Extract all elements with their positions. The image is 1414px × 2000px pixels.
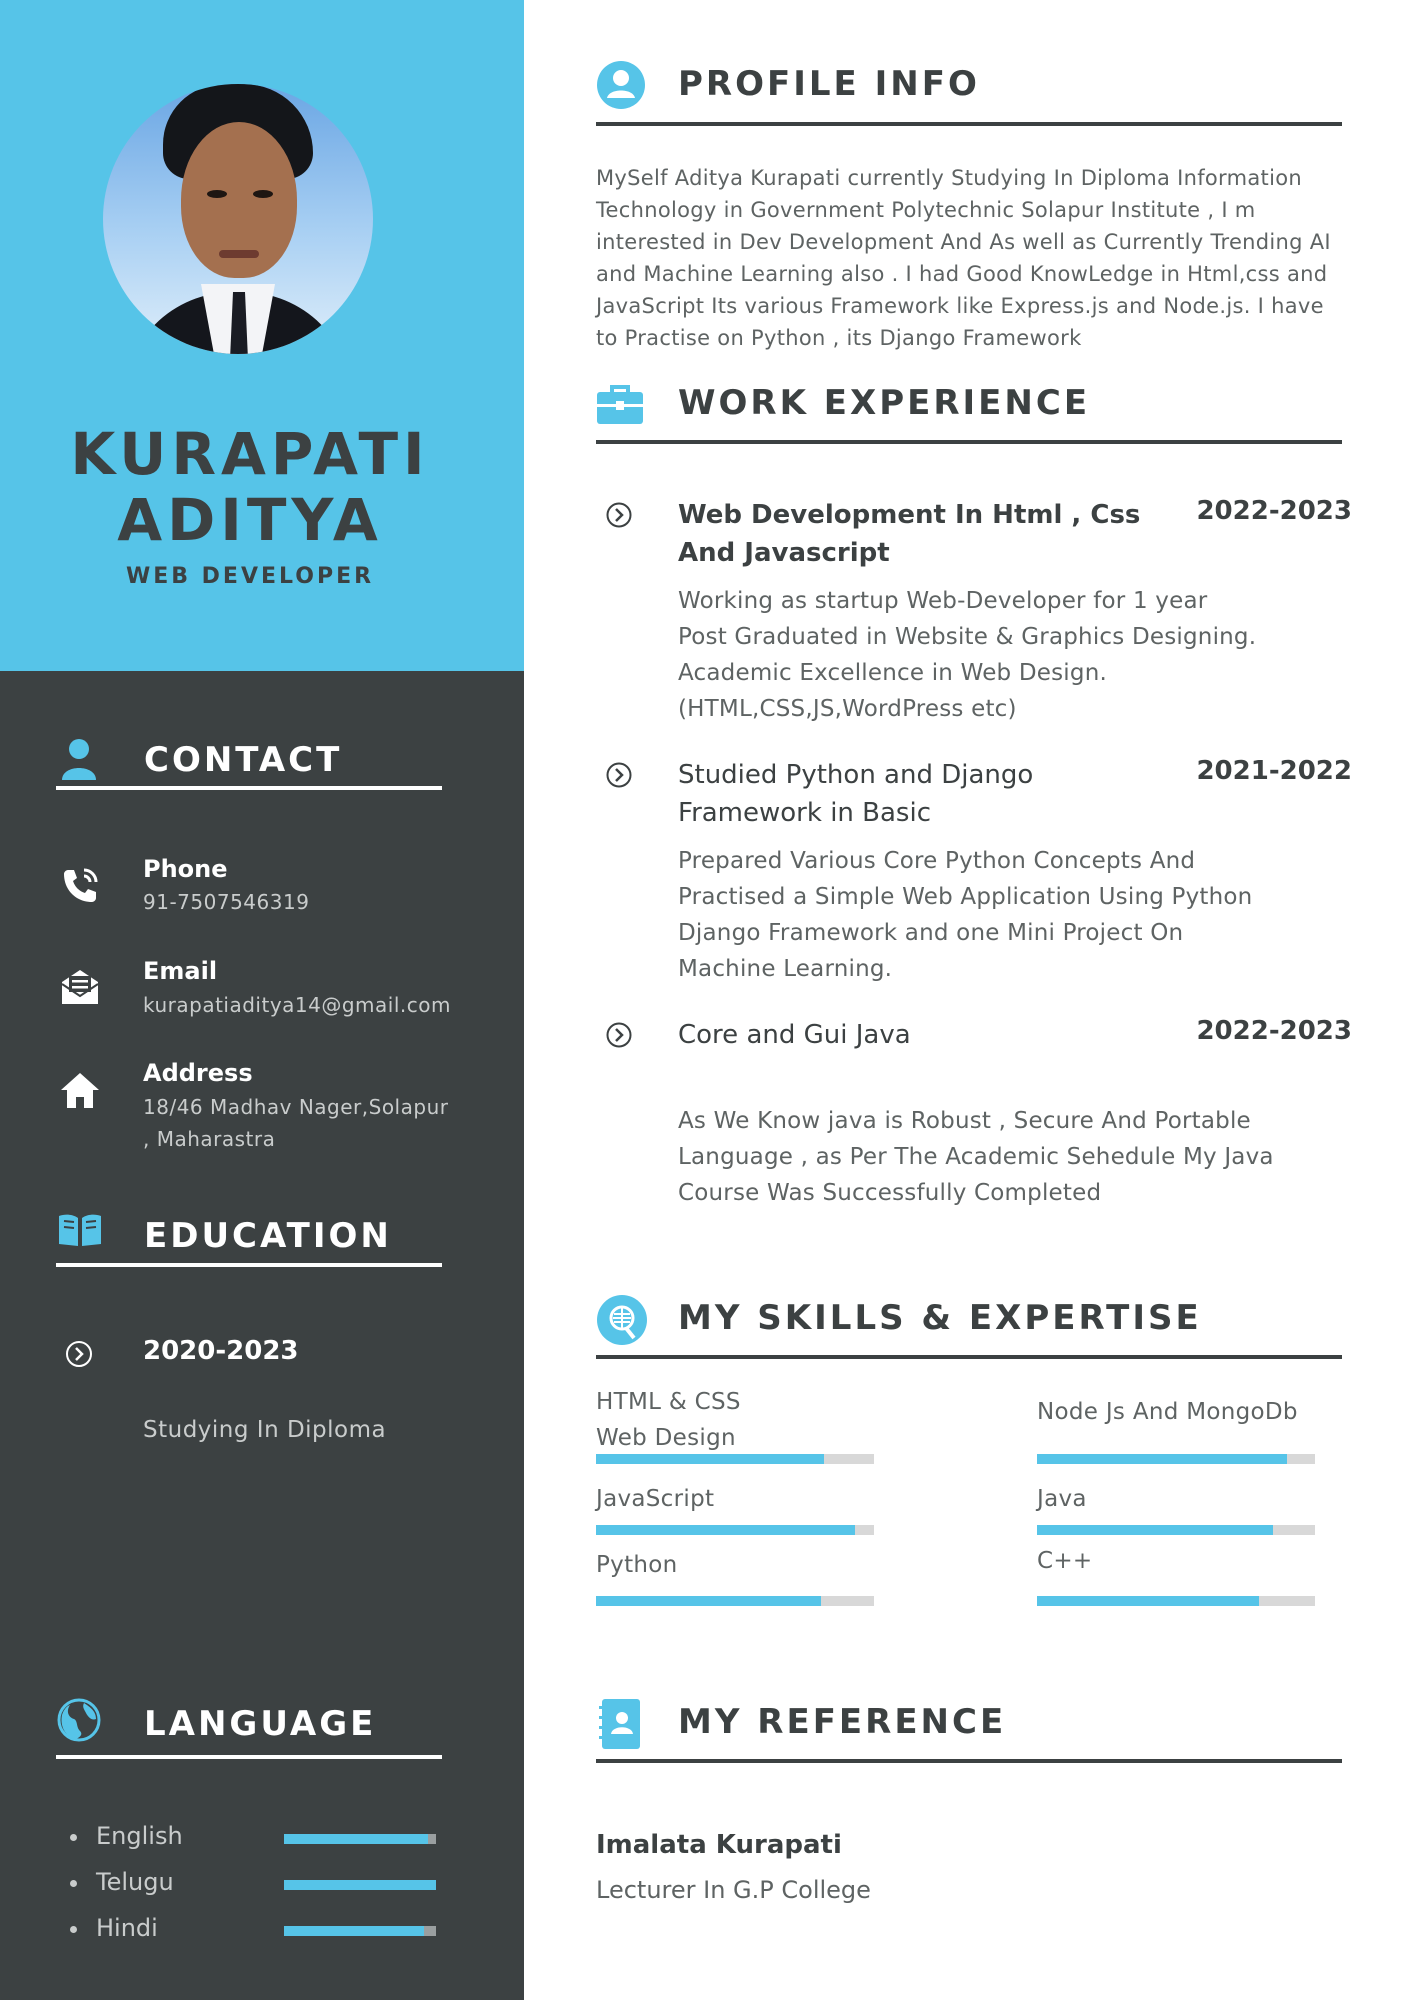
home-icon [60, 1070, 100, 1110]
profile-photo [103, 84, 373, 354]
user-circle-icon [596, 60, 646, 110]
work-title: WORK EXPERIENCE [678, 383, 1091, 423]
reference-role: Lecturer In G.P College [596, 1876, 871, 1904]
job-desc-2: Prepared Various Core Python Concepts And Practised a Simple Web Application Using Python Django Framework and one Mini Project On Machine Learning. [678, 848, 1253, 982]
contact-divider [56, 786, 442, 790]
job-desc-1: Working as startup Web-Developer for 1 year Post Graduated in Website & Graphics Designing. Academic Excellence in Web Design. (HTML,CSS,JS,WordPress etc) [678, 588, 1257, 722]
skill-name-cpp: C++ [1037, 1548, 1093, 1574]
education-years: 2020-2023 [143, 1336, 299, 1366]
first-name: KURAPATI [70, 420, 430, 488]
language-bullet [70, 1834, 77, 1841]
email-value[interactable]: kurapatiaditya14@gmail.com [143, 993, 451, 1017]
job-year-3: 2022-2023 [1196, 1016, 1352, 1046]
email-label: Email [143, 957, 218, 985]
education-title: EDUCATION [144, 1216, 392, 1256]
briefcase-icon [596, 384, 644, 426]
skill-bar-java [1037, 1525, 1315, 1535]
job-desc-3: As We Know java is Robust , Secure And Portable Language , as Per The Academic Sehedule My Java Course Was Successfully Completed [678, 1108, 1274, 1206]
name-banner [0, 0, 524, 671]
reference-title: MY REFERENCE [678, 1702, 1007, 1742]
job-year-1: 2022-2023 [1196, 496, 1352, 526]
left-sidebar [0, 0, 524, 2000]
skills-title: MY SKILLS & EXPERTISE [678, 1298, 1202, 1338]
last-name: ADITYA [117, 486, 383, 554]
phone-value: 91-7507546319 [143, 890, 310, 914]
education-description: Studying In Diploma [143, 1417, 387, 1443]
phone-label: Phone [143, 855, 228, 883]
email-icon [60, 966, 100, 1006]
language-bullet [70, 1880, 77, 1887]
profile-divider [596, 122, 1342, 126]
skill-bar-javascript [596, 1525, 874, 1535]
contact-book-icon [598, 1698, 642, 1750]
skill-name-java: Java [1037, 1486, 1087, 1512]
skill-name-python: Python [596, 1552, 678, 1578]
profile-text: MySelf Aditya Kurapati currently Studying In Diploma Information Technology in Government Polytechnic Solapur Institute , I m interested in Dev Development And As well as Currently Trending AI and Machine Learning also . I had Good KnowLedge in Html,css and JavaScript Its various Framework like Express.js and Node.js. I have to Practise on Python , its Django Framework [596, 166, 1331, 350]
chevron-right-icon [606, 502, 632, 528]
phone-icon [60, 866, 100, 906]
job-title-1: Web Development In Html , Css And Javascript [678, 500, 1141, 568]
globe-icon [56, 1697, 102, 1743]
contact-title: CONTACT [144, 740, 343, 780]
job-role: WEB DEVELOPER [125, 564, 375, 589]
profile-title: PROFILE INFO [678, 64, 980, 104]
skills-divider [596, 1355, 1342, 1359]
address-line-2: , Maharastra [143, 1127, 276, 1151]
skill-bar-cpp [1037, 1596, 1315, 1606]
chevron-right-icon [606, 1022, 632, 1048]
book-icon [57, 1212, 103, 1248]
reference-name: Imalata Kurapati [596, 1830, 842, 1860]
language-bar-hindi [284, 1926, 436, 1936]
skill-name-javascript: JavaScript [596, 1486, 715, 1512]
address-line-1: 18/46 Madhav Nager,Solapur [143, 1095, 449, 1119]
job-title-2: Studied Python and Django Framework in Basic [678, 760, 1034, 828]
skill-bar-python [596, 1596, 874, 1606]
language-bar-english [284, 1834, 436, 1844]
skill-bar-html-css [596, 1454, 874, 1464]
language-hindi: Hindi [96, 1914, 158, 1942]
main-content [524, 0, 1414, 2000]
chevron-right-icon [65, 1340, 93, 1368]
reference-divider [596, 1759, 1342, 1763]
address-label: Address [143, 1059, 253, 1087]
language-title: LANGUAGE [144, 1704, 377, 1744]
language-english: English [96, 1822, 183, 1850]
person-icon [60, 738, 98, 780]
skill-name-node-mongodb: Node Js And MongoDb [1037, 1399, 1298, 1425]
language-telugu: Telugu [96, 1868, 174, 1896]
skill-name-html-css: HTML & CSS Web Design [596, 1389, 741, 1451]
work-divider [596, 440, 1342, 444]
language-divider [56, 1755, 442, 1759]
skill-bar-node-mongodb [1037, 1454, 1315, 1464]
language-bar-telugu [284, 1880, 436, 1890]
job-title-3: Core and Gui Java [678, 1020, 911, 1050]
skills-gear-icon [596, 1294, 648, 1346]
chevron-right-icon [606, 762, 632, 788]
language-bullet [70, 1926, 77, 1933]
education-divider [56, 1263, 442, 1267]
job-year-2: 2021-2022 [1196, 756, 1352, 786]
